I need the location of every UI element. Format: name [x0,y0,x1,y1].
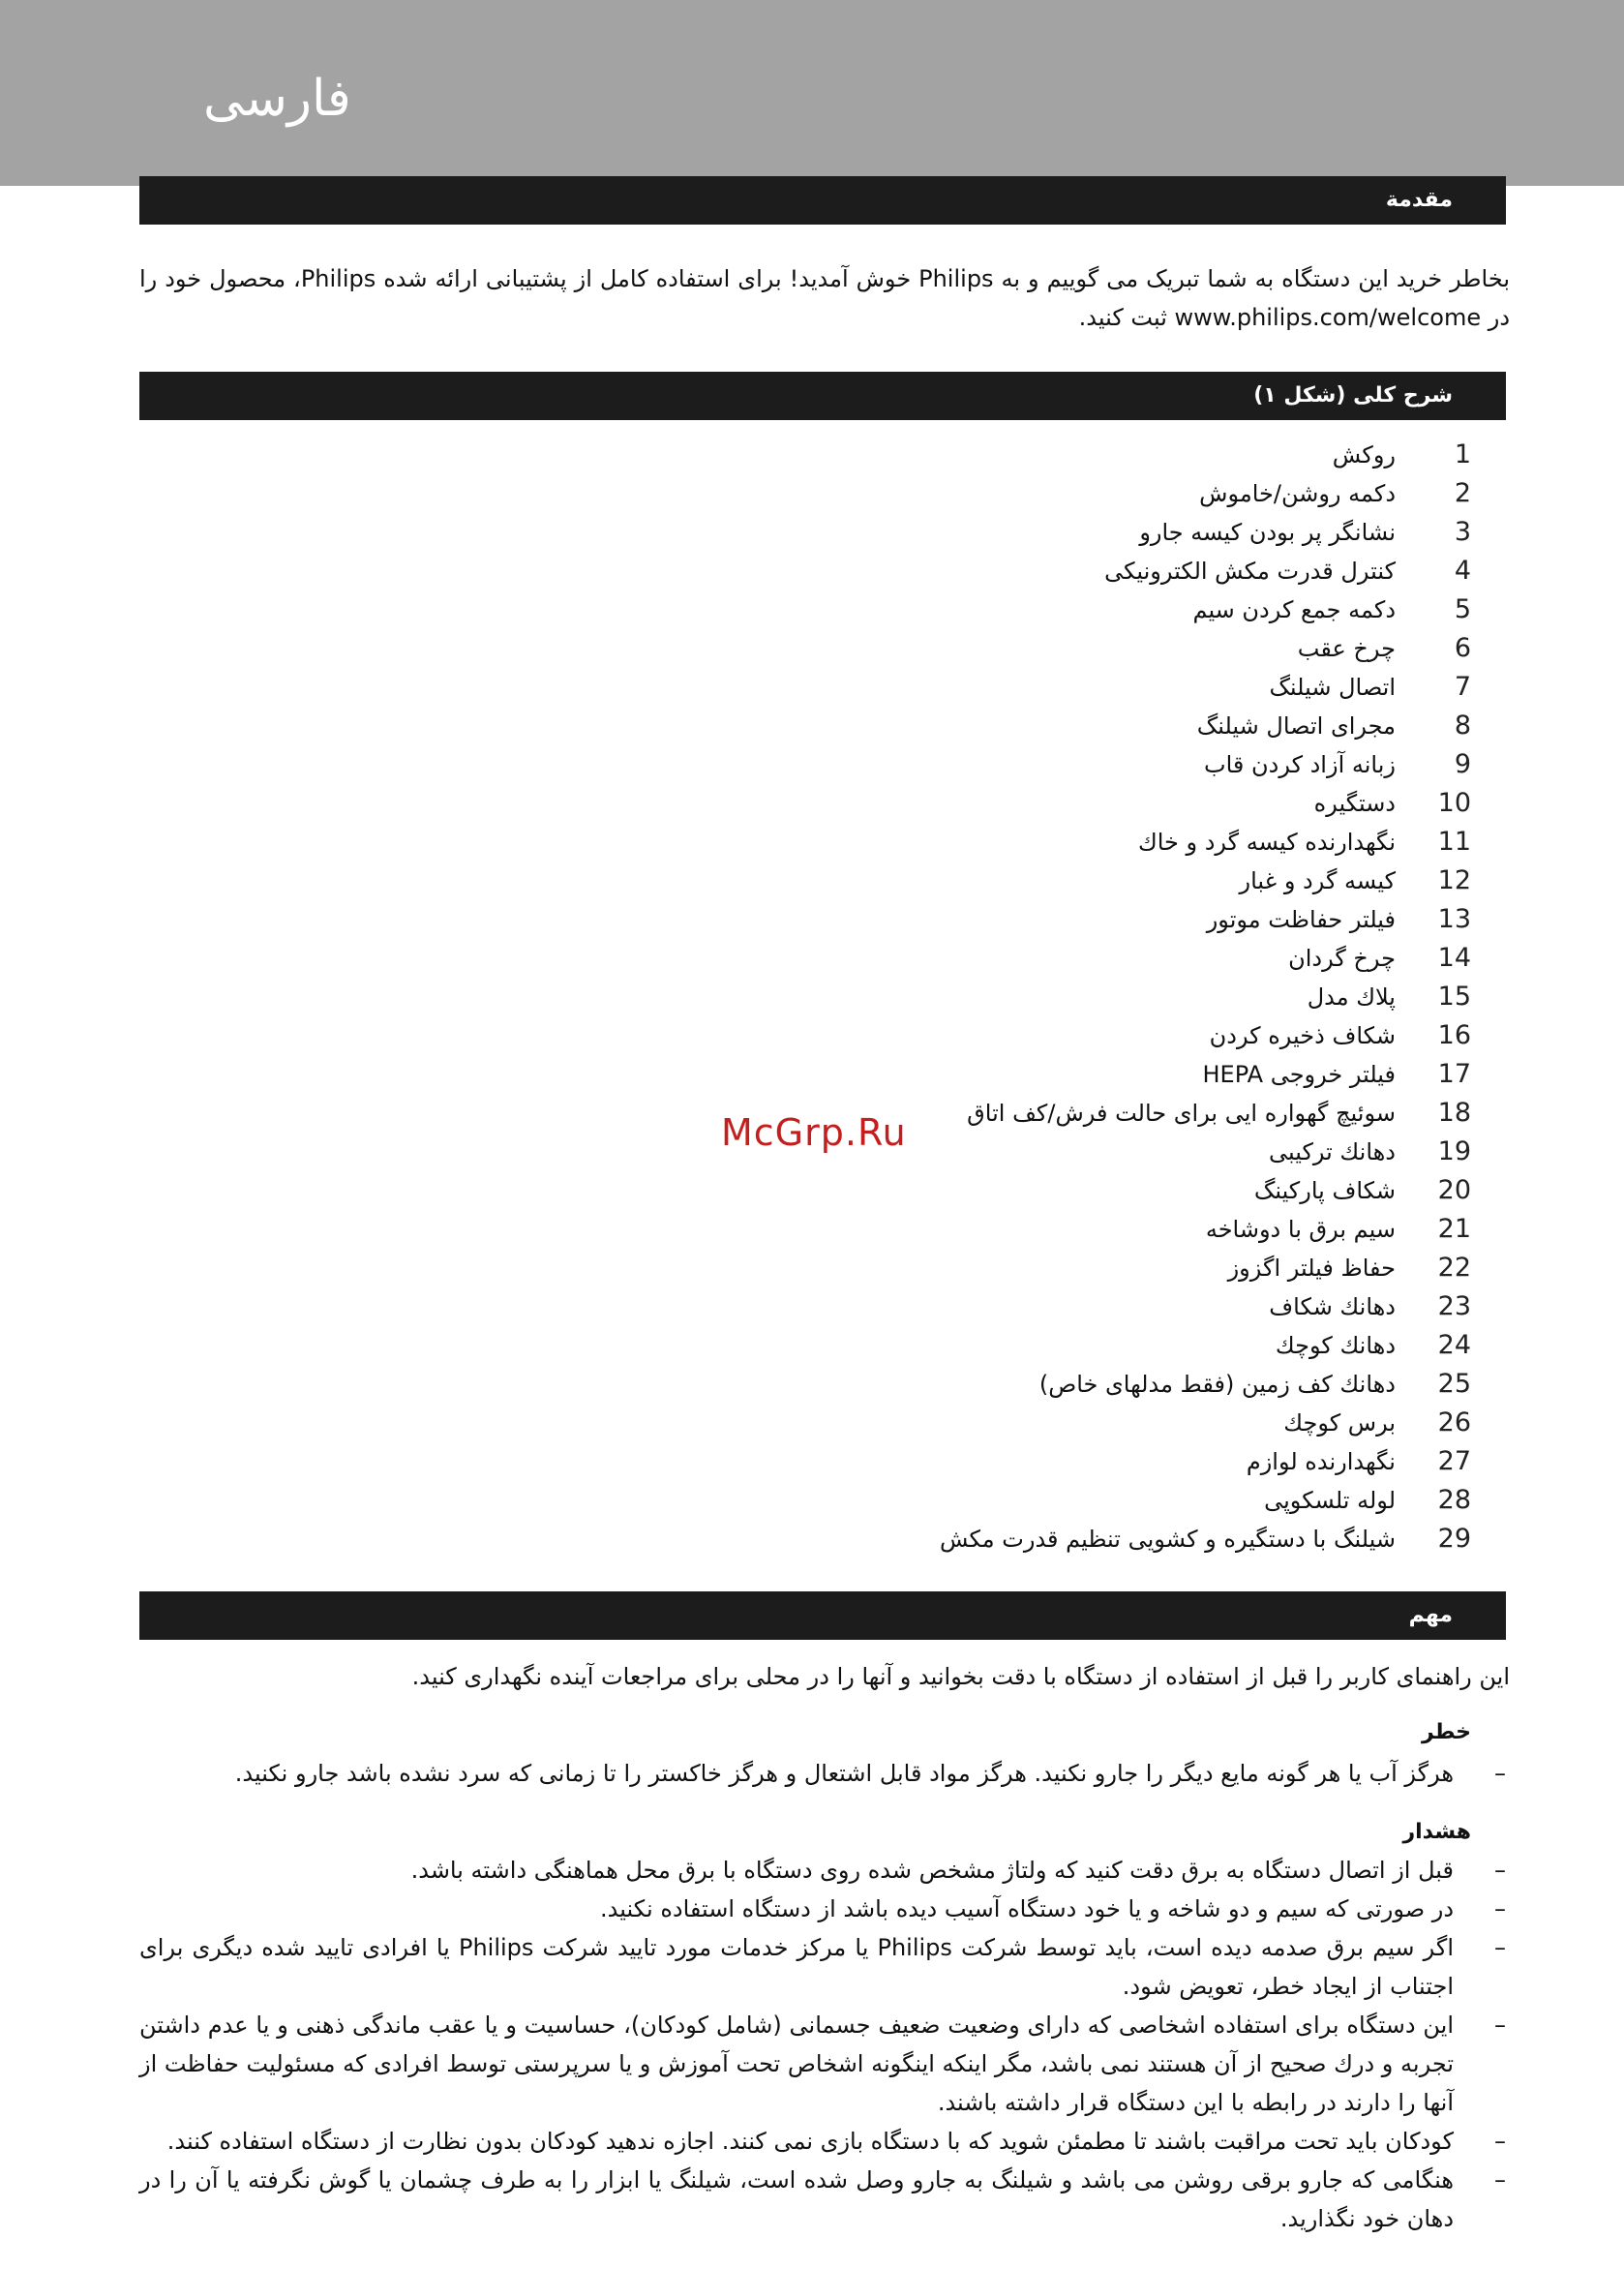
overview-item-number: 22 [1437,1253,1471,1283]
overview-item [940,862,1471,900]
overview-item [940,668,1471,707]
section-heading-intro: مقدمة [139,176,1506,225]
overview-item-number: 11 [1437,827,1471,857]
overview-item-number: 2 [1454,478,1471,508]
overview-item-label: اتصال شیلنگ [1269,674,1396,701]
overview-item [940,474,1471,513]
overview-item-number: 15 [1437,982,1471,1012]
overview-item-number: 1 [1454,439,1471,469]
danger-heading: خطر [1422,1720,1471,1744]
overview-item-label: دهانك کف زمین (فقط مدلهای خاص) [1038,1371,1396,1398]
overview-item [940,1016,1471,1055]
overview-item-number: 27 [1437,1446,1471,1476]
overview-item-number: 19 [1437,1136,1471,1166]
bullet-item [139,2006,1510,2122]
overview-item [940,629,1471,668]
bullet-item [139,2161,1510,2238]
overview-item-label: کیسه گرد و غبار [1239,867,1396,894]
overview-item [940,1326,1471,1365]
bullet-text: این دستگاه برای استفاده اشخاصی که دارای وضعیت ضعیف جسمانی (شامل کودکان)، حساسیت و یا عقب ماندگی ذهنی و یا عدم داشتن تجربه و درك صحیح از آن هستند نمی باشد، مگر اینکه اینگونه اشخاص تحت آموزش و یا سرپرستی توسط افرادی که مسئولیت حفاظت از آنها را دارند در رابطه با این دستگاه قرار داشته باشند. [139,2012,1454,2116]
overview-item [940,436,1471,474]
overview-item [940,784,1471,823]
overview-item-number: 14 [1437,943,1471,973]
bullet-item [139,1928,1510,2006]
section-heading-important: مهم [139,1591,1506,1640]
overview-item-number: 13 [1437,904,1471,934]
overview-item-label: چرخ گردان [1288,945,1396,972]
overview-item-label: دهانك کوچك [1275,1332,1396,1359]
important-paragraph: این راهنمای کاربر را قبل از استفاده از دستگاه با دقت بخوانید و آنها را در محلی برای مراجعات آینده نگهداری کنید. [411,1663,1510,1690]
overview-item-label: سیم برق با دوشاخه [1205,1216,1396,1243]
bullet-text: در صورتی که سیم و دو شاخه و یا خود دستگاه آسیب دیده باشد از دستگاه استفاده نکنید. [600,1895,1454,1922]
bullet-dash: – [1494,2128,1506,2155]
overview-item-number: 5 [1454,594,1471,624]
overview-item [940,590,1471,629]
intro-paragraph: بخاطر خرید این دستگاه به شما تبریک می گوییم و به Philips خوش آمدید! برای استفاده کامل از پشتیبانی ارائه شده Philips، محصول خود را در www.philips.com/welcome ثبت کنید. [139,265,1511,331]
overview-item-number: 6 [1454,633,1471,663]
overview-item [940,1520,1471,1558]
bullet-item [139,1754,1510,1793]
overview-item-number: 26 [1437,1407,1471,1437]
overview-item [940,1365,1471,1404]
overview-item-number: 24 [1437,1330,1471,1360]
overview-item-label: شکاف ذخیره کردن [1209,1022,1396,1049]
overview-item-number: 23 [1437,1291,1471,1321]
overview-item-number: 4 [1454,556,1471,586]
bullet-item [139,2122,1510,2161]
overview-item-number: 8 [1454,711,1471,741]
overview-item-label: نشانگر پر بودن کیسه جارو [1139,519,1396,546]
overview-item-number: 28 [1437,1485,1471,1515]
bullet-dash: – [1494,1895,1506,1922]
overview-item-label: لوله تلسکوپی [1264,1487,1396,1514]
bullet-item [139,1851,1510,1890]
bullet-text: هنگامی که جارو برقی روشن می باشد و شیلنگ به جارو وصل شده است، شیلنگ یا ابزار را به طرف چشمان یا گوش نگرفته یا آن را در دهان خود نگذارید. [139,2166,1454,2232]
overview-item-number: 12 [1437,865,1471,895]
bullet-text: قبل از اتصال دستگاه به برق دقت کنید که ولتاژ مشخص شده روی دستگاه با برق محل هماهنگی داشته باشد. [410,1857,1454,1884]
overview-item [940,939,1471,978]
overview-item [940,1481,1471,1520]
overview-item [940,823,1471,862]
overview-item-label: نگهدارنده کیسه گرد و خاك [1137,829,1396,856]
danger-list [139,1754,1510,1793]
bullet-dash: – [1494,1857,1506,1884]
overview-item-label: حفاظ فیلتر اگزوز [1227,1255,1396,1282]
overview-item-label: زبانه آزاد کردن قاب [1204,751,1396,778]
overview-item-label: برس کوچك [1283,1409,1396,1437]
bullet-item [139,1890,1510,1928]
overview-item-number: 20 [1437,1175,1471,1205]
overview-item-number: 25 [1437,1369,1471,1399]
overview-item-label: دکمه جمع کردن سیم [1192,596,1396,623]
overview-item-label: نگهدارنده لوازم [1246,1448,1396,1475]
overview-item-label: دهانك ترکیبی [1268,1138,1396,1165]
warning-heading: هشدار [1402,1820,1471,1844]
overview-item-label: کنترل قدرت مکش الکترونیکی [1104,558,1396,585]
bullet-text: هرگز آب یا هر گونه مایع دیگر را جارو نکنید. هرگز مواد قابل اشتعال و هرگز خاکستر را تا زمانی که سرد نشده باشد جارو نکنید. [234,1760,1454,1787]
overview-item-label: سوئیچ گهواره ایی برای حالت فرش/کف اتاق [967,1100,1396,1127]
overview-item-number: 9 [1454,749,1471,779]
header-band [0,0,1624,186]
overview-item-label: چرخ عقب [1297,635,1396,662]
overview-item [940,1055,1471,1094]
overview-item-number: 3 [1454,517,1471,547]
section-heading-overview: شرح کلی (شکل ۱) [139,372,1506,420]
overview-item-label: دستگیره [1313,790,1396,817]
overview-item-label: فیلتر خروجی HEPA [1202,1061,1396,1088]
overview-item [940,552,1471,590]
overview-item-label: شکاف پارکینگ [1253,1177,1396,1204]
bullet-dash: – [1494,2166,1506,2193]
overview-item [940,1249,1471,1287]
overview-item-label: فیلتر حفاظت موتور [1206,906,1396,933]
bullet-text: اگر سیم برق صدمه دیده است، باید توسط شرکت Philips یا مرکز خدمات مورد تایید شرکت Philips یا افرادی تایید شده دیگری برای اجتناب از ایجاد خطر، تعویض شود. [139,1934,1454,2000]
bullet-text: کودکان باید تحت مراقبت باشند تا مطمئن شوید که با دستگاه بازی نمی کنند. اجازه ندهید کودکان بدون نظارت از دستگاه استفاده کنند. [166,2128,1454,2155]
overview-item [940,1210,1471,1249]
overview-list [940,436,1471,1558]
overview-item [940,707,1471,745]
overview-item [940,978,1471,1016]
overview-item-label: پلاك مدل [1307,983,1396,1011]
overview-item [940,900,1471,939]
overview-item-number: 16 [1437,1020,1471,1050]
overview-item-label: مجرای اتصال شیلنگ [1196,712,1396,740]
overview-item [940,513,1471,552]
overview-item [940,1287,1471,1326]
bullet-dash: – [1494,1934,1506,1961]
warning-list [139,1851,1510,2238]
language-title: فارسی [203,70,351,128]
overview-item-number: 18 [1437,1098,1471,1128]
overview-item-number: 7 [1454,672,1471,702]
watermark: McGrp.Ru [721,1111,907,1154]
overview-item-number: 17 [1437,1059,1471,1089]
overview-item-number: 10 [1437,788,1471,818]
overview-item-label: شیلنگ با دستگیره و کشویی تنظیم قدرت مکش [939,1526,1396,1553]
bullet-dash: – [1494,1760,1506,1787]
overview-item [940,745,1471,784]
bullet-dash: – [1494,2012,1506,2039]
overview-item-label: دکمه روشن/خاموش [1199,480,1396,507]
overview-item [940,1171,1471,1210]
overview-item [940,1442,1471,1481]
overview-item-number: 21 [1437,1214,1471,1244]
overview-item [940,1133,1471,1171]
overview-item-label: روکش [1332,441,1396,469]
overview-item-number: 29 [1437,1524,1471,1554]
overview-item [940,1404,1471,1442]
overview-item-label: دهانك شکاف [1269,1293,1396,1320]
overview-item [940,1094,1471,1133]
